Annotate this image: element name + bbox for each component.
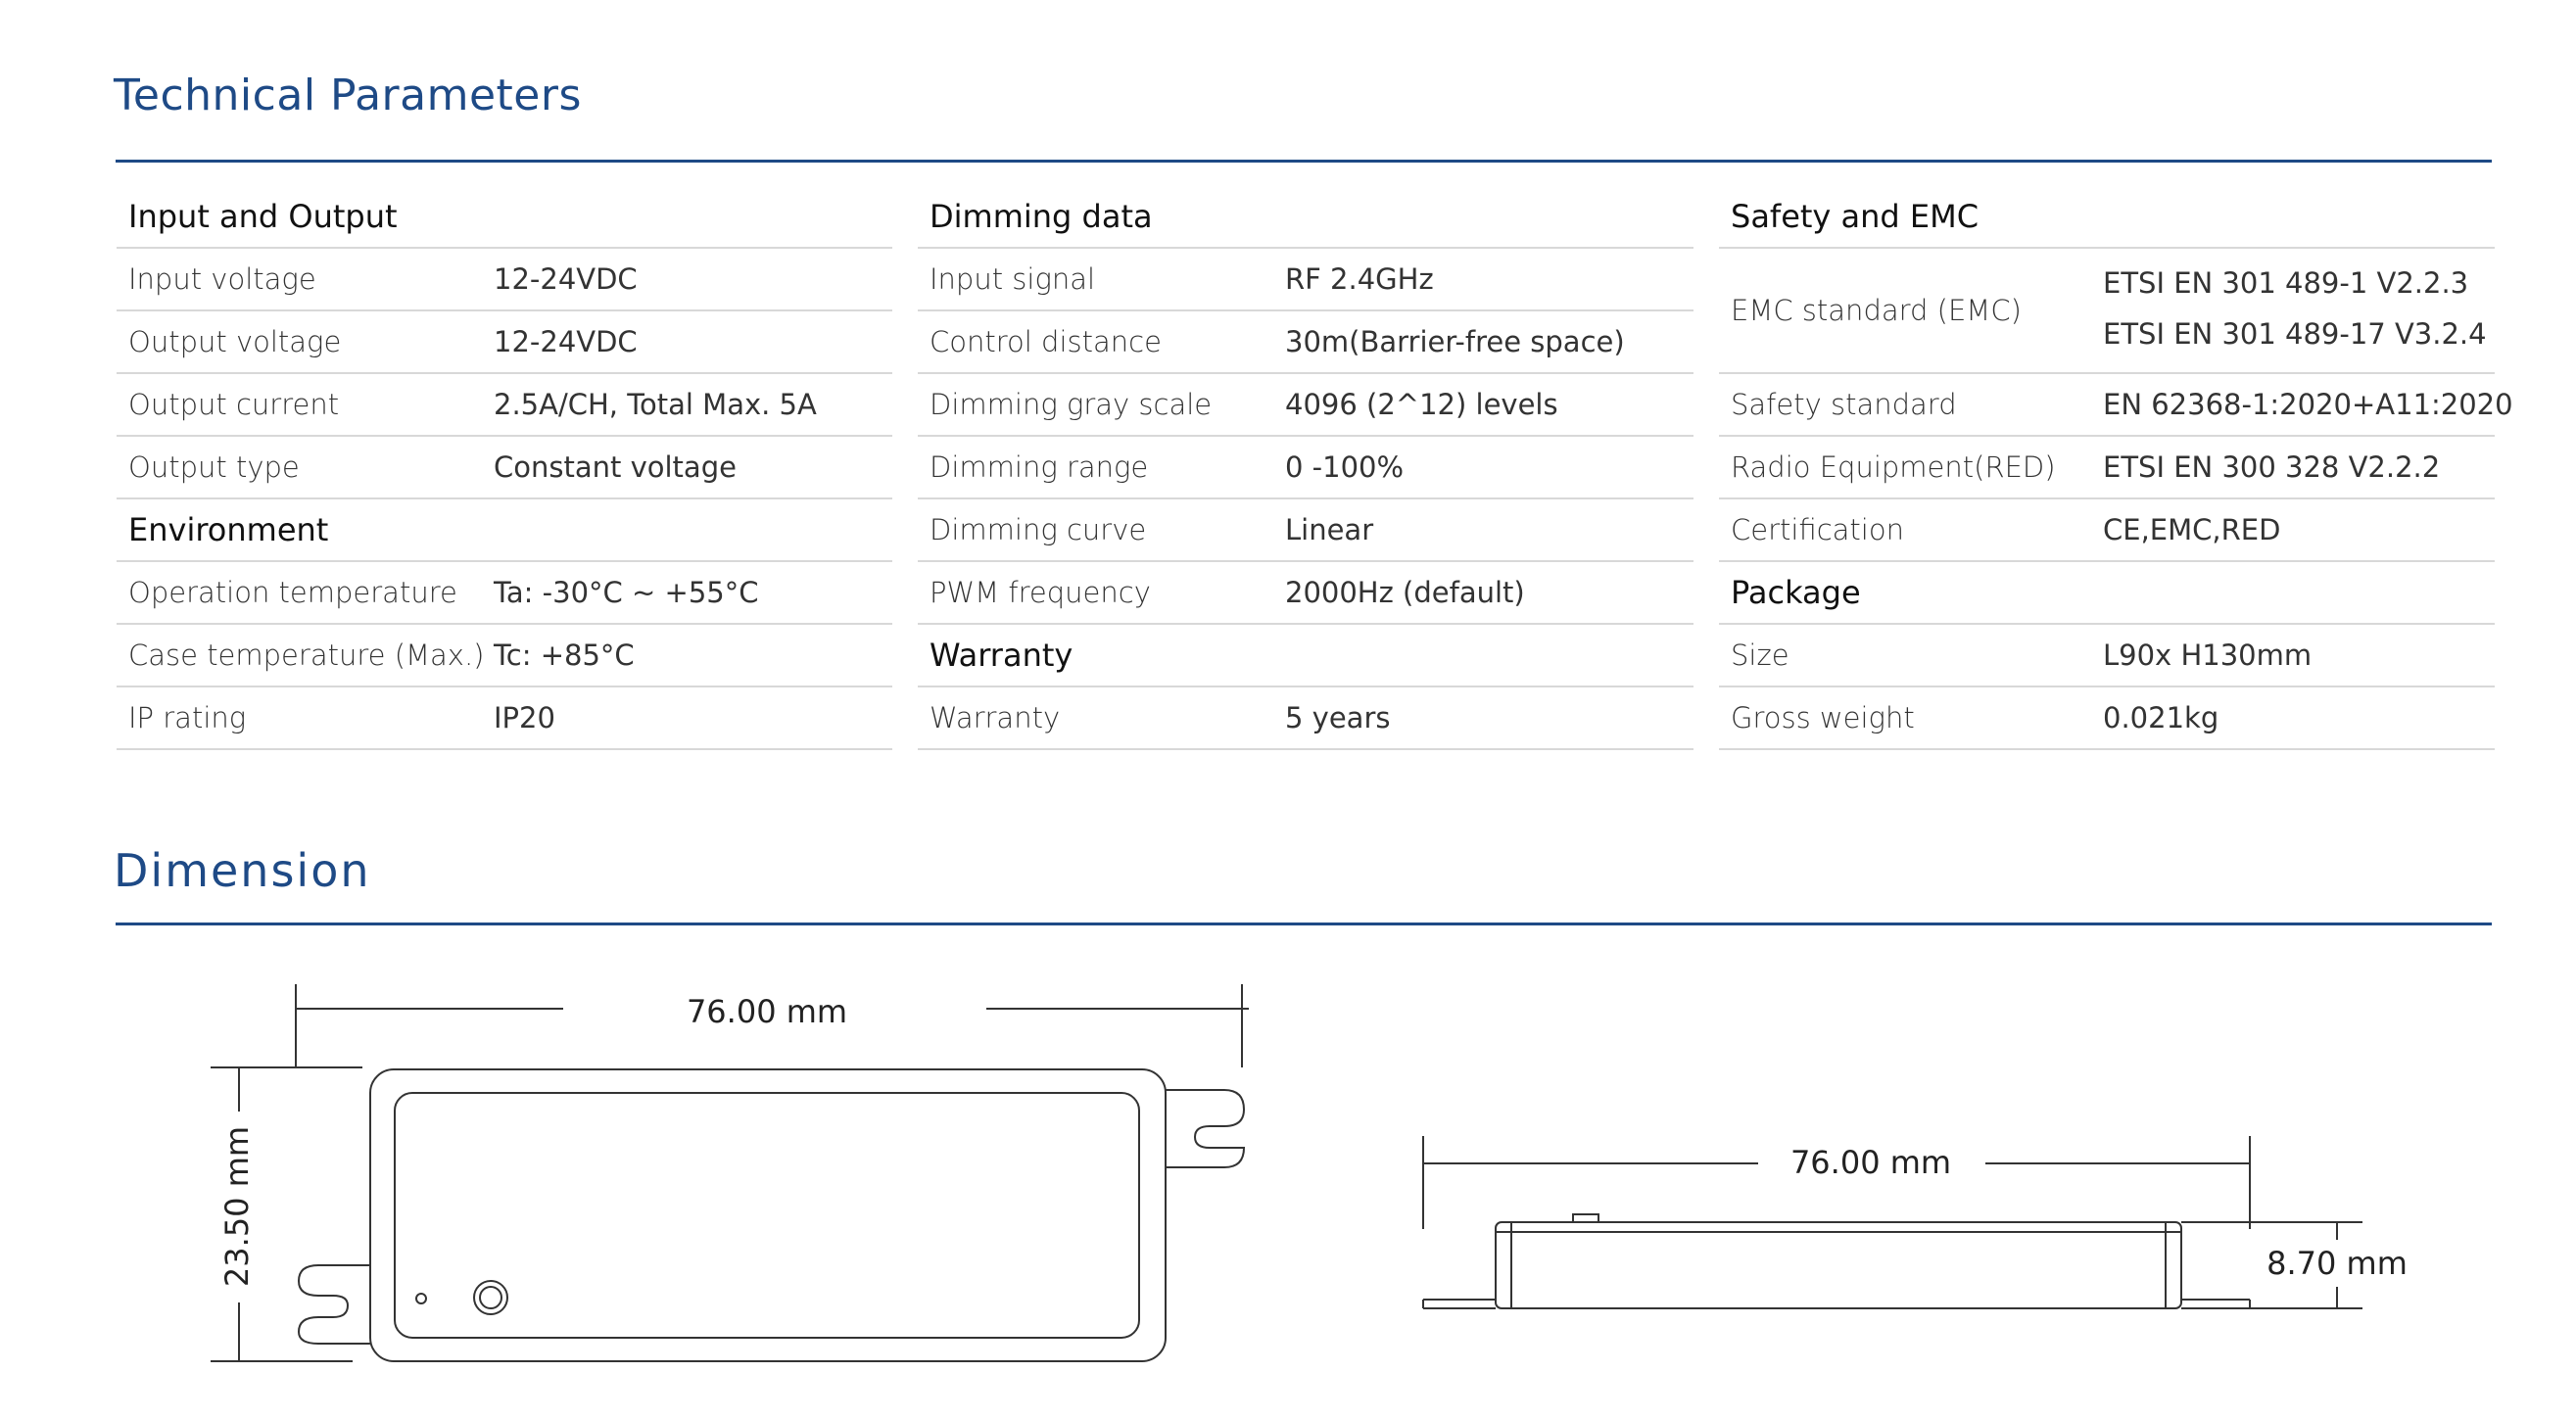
param-label: Gross weight	[1731, 701, 1915, 734]
input-output-heading: Input and Output	[128, 198, 398, 235]
param-value: L90x H130mm	[2103, 639, 2313, 672]
param-label: Control distance	[930, 325, 1162, 358]
program-button-inner	[480, 1287, 501, 1308]
mount-ear-left	[299, 1265, 370, 1344]
driver-side-tab	[1573, 1214, 1598, 1222]
top-height-label: 23.50 mm	[218, 1125, 256, 1288]
param-label: Warranty	[930, 701, 1061, 734]
param-label: Output current	[128, 388, 340, 421]
dimension-title: Dimension	[114, 844, 371, 897]
param-label: Dimming curve	[930, 513, 1147, 546]
param-value: 2000Hz (default)	[1285, 576, 1525, 609]
param-label: Size	[1731, 639, 1789, 672]
environment-heading: Environment	[128, 511, 329, 548]
param-value: Ta: -30°C ~ +55°C	[494, 576, 759, 609]
led-indicator	[416, 1294, 426, 1303]
param-value: 2.5A/CH, Total Max. 5A	[494, 388, 817, 421]
driver-side-outline	[1496, 1222, 2181, 1308]
param-label: Dimming gray scale	[930, 388, 1213, 421]
param-label: Dimming range	[930, 450, 1149, 484]
param-value: CE,EMC,RED	[2103, 513, 2281, 546]
param-value: Tc: +85°C	[494, 639, 635, 672]
param-label: Radio Equipment(RED)	[1731, 450, 2056, 484]
param-value: ETSI EN 301 489-17 V3.2.4	[2103, 317, 2487, 351]
param-value: 0 -100%	[1285, 450, 1405, 484]
top-width-label: 76.00 mm	[686, 993, 848, 1030]
param-value: RF 2.4GHz	[1285, 262, 1434, 296]
param-label: Input voltage	[128, 262, 316, 296]
param-value: 0.021kg	[2103, 701, 2219, 734]
side-width-label: 76.00 mm	[1789, 1144, 1952, 1181]
param-label: Safety standard	[1731, 388, 1957, 421]
param-label: EMC standard (EMC)	[1731, 294, 2022, 327]
param-value: EN 62368-1:2020+A11:2020	[2103, 388, 2513, 421]
param-value: ETSI EN 301 489-1 V2.2.3	[2103, 266, 2469, 300]
param-value: IP20	[494, 701, 555, 734]
param-label: IP rating	[128, 701, 247, 734]
param-label: Output voltage	[128, 325, 342, 358]
technical-parameters-title: Technical Parameters	[114, 71, 582, 120]
param-value: ETSI EN 300 328 V2.2.2	[2103, 450, 2441, 484]
param-value: 12-24VDC	[494, 325, 638, 358]
param-label: PWM frequency	[930, 576, 1151, 609]
param-label: Case temperature (Max.)	[128, 639, 485, 672]
param-label: Input signal	[930, 262, 1096, 296]
param-value: 12-24VDC	[494, 262, 638, 296]
safety-heading: Safety and EMC	[1731, 198, 1980, 235]
param-value: Linear	[1285, 513, 1374, 546]
param-label: Operation temperature	[128, 576, 457, 609]
warranty-heading: Warranty	[930, 637, 1073, 674]
param-label: Output type	[128, 450, 300, 484]
param-value: Constant voltage	[494, 450, 737, 484]
mount-ear-right	[1166, 1090, 1244, 1167]
param-value: 30m(Barrier-free space)	[1285, 325, 1625, 358]
driver-top-outline	[370, 1069, 1166, 1361]
dimming-heading: Dimming data	[930, 198, 1153, 235]
param-value: 4096 (2^12) levels	[1285, 388, 1558, 421]
side-height-label: 8.70 mm	[2266, 1245, 2408, 1282]
param-label: Certification	[1731, 513, 1904, 546]
package-heading: Package	[1731, 574, 1861, 611]
param-value: 5 years	[1285, 701, 1391, 734]
